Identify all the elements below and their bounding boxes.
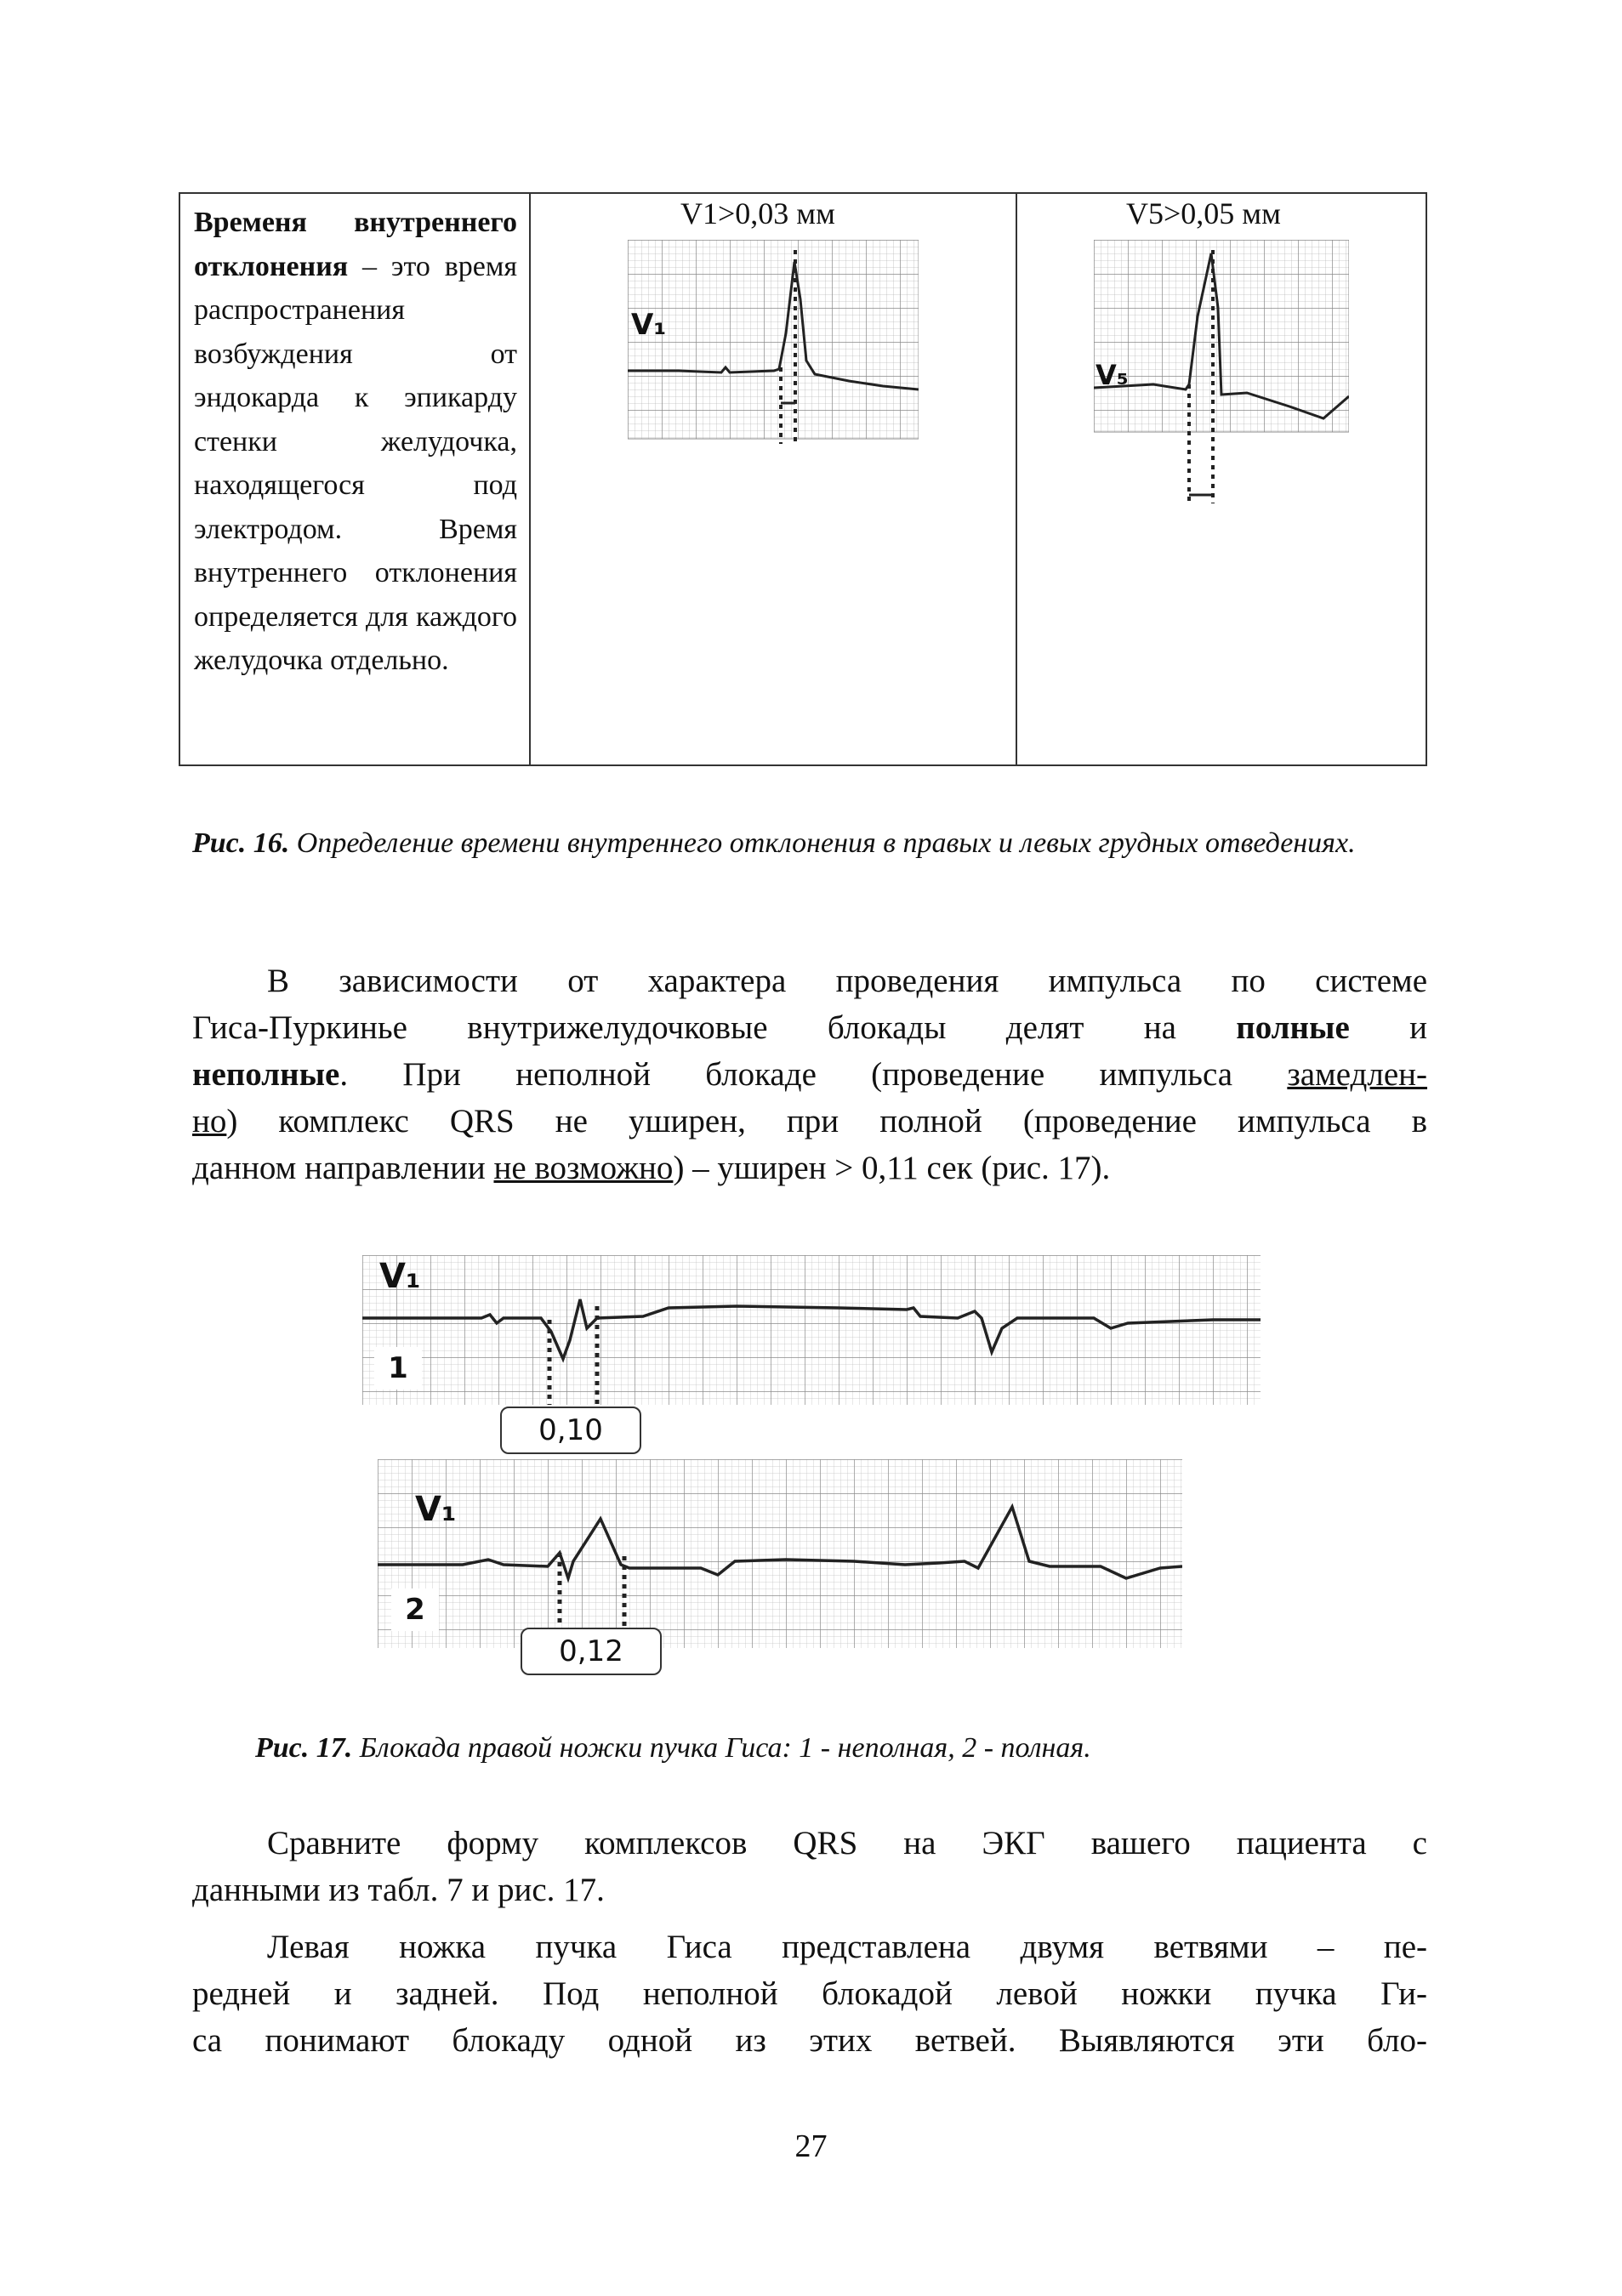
definition-cell — [194, 201, 517, 683]
figure16-caption — [192, 821, 1427, 866]
para1-bold-partial: неполные — [192, 1056, 340, 1093]
figure16-label: Рис. 16. — [192, 827, 290, 859]
ecg-v5-svg — [1094, 240, 1349, 503]
para1-text: ) комплекс QRS не уширен, при полной (проведение импульса в — [226, 1103, 1427, 1139]
figure17-caption — [255, 1726, 1446, 1770]
ecg-strip-2 — [378, 1459, 1182, 1648]
figure17-text: Блокада правой ножки пучка Гиса: 1 - неполная, 2 - полная. — [352, 1732, 1091, 1764]
definition-term: Временя внутреннего отклонения — [194, 207, 517, 282]
para1-text: . При неполной блокаде (проведение импульса — [339, 1056, 1288, 1093]
strip1-number: 1 — [374, 1347, 422, 1390]
para1-text: и — [1349, 1009, 1427, 1046]
figure17-label: Рис. 17. — [255, 1732, 353, 1764]
strip2-lead-label: V₁ — [415, 1490, 457, 1529]
ecg-v1-snippet — [628, 240, 919, 444]
para1-text: ) – уширен > 0,11 сек (рис. 17). — [673, 1150, 1111, 1186]
v1-lead-label: V₁ — [631, 308, 667, 342]
ecg-v5-snippet — [1094, 240, 1349, 503]
definition-body: – это время распространения возбуждения от эндокарда к эпикарду стенки желудочка, находящегося под электродом. Время внутреннего отклонения определяется для каждого желудочка отдельно. — [194, 250, 517, 676]
ecg-strip-1-svg — [362, 1255, 1261, 1405]
para2-line1: Сравните форму комплексов QRS на ЭКГ вашего пациента с — [267, 1825, 1427, 1861]
para3-line2: редней и задней. Под неполной блокадой левой ножки пучка Ги- — [192, 1975, 1427, 2012]
para1-bold-full: полные — [1236, 1009, 1350, 1046]
para1-text: Гиса-Пуркинье внутрижелудочковые блокады делят на — [192, 1009, 1237, 1046]
v1-caption: V1>0,03 мм — [680, 196, 835, 230]
para1-underlined: не возможно — [493, 1150, 674, 1186]
ecg-v1-svg — [628, 240, 919, 444]
para2-line2: данными из табл. 7 и рис. 17. — [192, 1872, 605, 1908]
paragraph-blockades — [192, 958, 1427, 1191]
table-divider — [529, 194, 531, 764]
ecg-strip-1 — [362, 1255, 1261, 1405]
para1-underlined: но — [192, 1103, 227, 1139]
paragraph-compare — [192, 1820, 1427, 1913]
para1-text: данном направлении — [192, 1150, 494, 1186]
para1-underlined: замедлен- — [1287, 1056, 1427, 1093]
table-divider — [1016, 194, 1017, 764]
para1-line1: В зависимости от характера проведения импульса по системе — [267, 963, 1427, 999]
strip2-interval-box: 0,12 — [521, 1628, 662, 1675]
ecg-strip-2-svg — [378, 1459, 1182, 1648]
para3-line1: Левая ножка пучка Гиса представлена двумя ветвями – пе- — [267, 1929, 1427, 1965]
v5-lead-label: V₅ — [1096, 359, 1129, 391]
para3-line3: са понимают блокаду одной из этих ветвей. Выявляются эти бло- — [192, 2022, 1427, 2059]
v5-caption: V5>0,05 мм — [1126, 196, 1281, 230]
page-number: 27 — [794, 2128, 828, 2164]
figure16-text: Определение времени внутреннего отклонения в правых и левых грудных отведениях. — [289, 827, 1356, 859]
definition-table — [179, 192, 1427, 766]
strip1-interval-box: 0,10 — [500, 1407, 641, 1454]
strip2-number: 2 — [391, 1588, 439, 1631]
strip1-lead-label: V₁ — [379, 1257, 421, 1296]
paragraph-left-bundle — [192, 1924, 1427, 2064]
